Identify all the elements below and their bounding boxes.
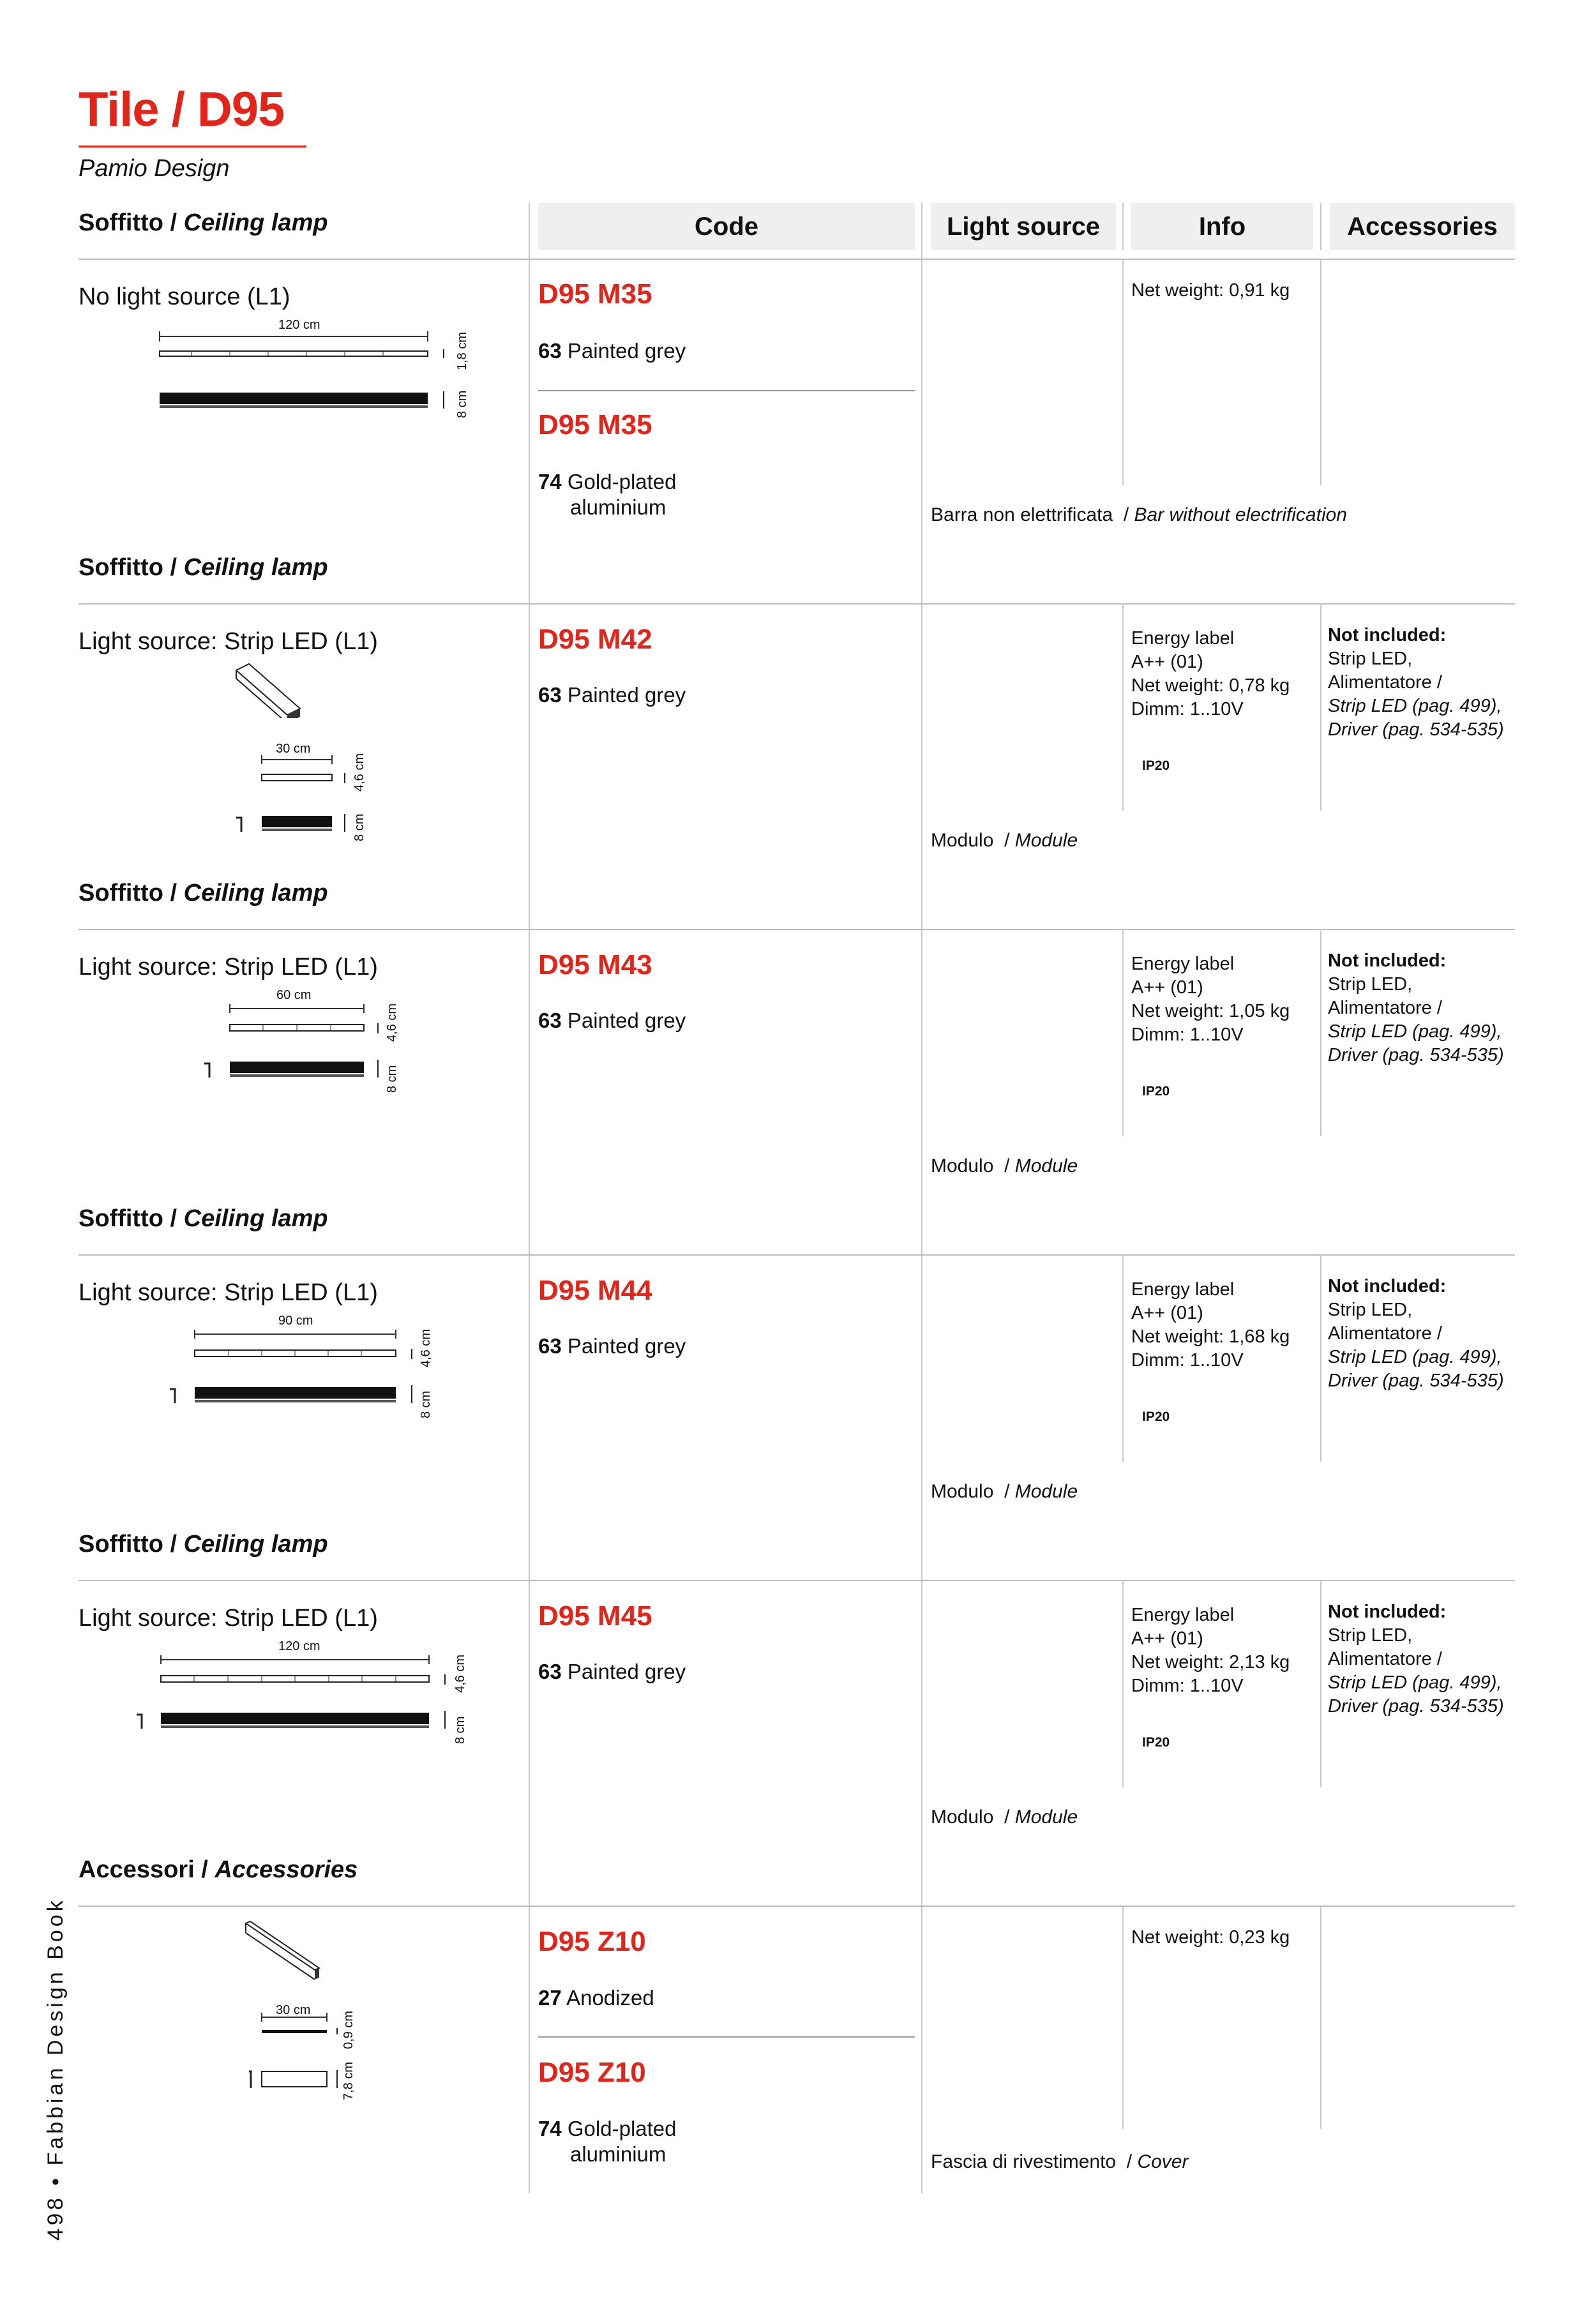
info-text: Energy label A++ (01) Net weight: 1,68 kg Dimm: 1..10V — [1131, 1279, 1290, 1371]
description: Modulo / Module — [931, 1481, 1078, 1502]
description: Fascia di rivestimento / Cover — [931, 2151, 1189, 2172]
finish: 63 Painted grey — [538, 339, 686, 363]
dim-length: 120 cm — [278, 1639, 320, 1653]
ip-rating: IP20 — [1142, 758, 1170, 773]
dim-length: 120 cm — [278, 318, 320, 332]
column-rule-1 — [529, 203, 530, 2193]
acc-rule — [1320, 259, 1321, 485]
row-rule — [79, 259, 1515, 260]
acc-rule — [1320, 929, 1321, 1136]
header-accessories: Accessories — [1330, 203, 1515, 250]
product-code: D95 M35 — [538, 409, 652, 440]
accessories-note: Not included: Strip LED, Alimentatore / Strip LED (pag. 499), Driver (pag. 534-535) — [1328, 950, 1504, 1065]
row-rule — [79, 1905, 1515, 1907]
title-underline — [79, 146, 306, 147]
acc-rule — [1320, 1254, 1321, 1462]
product-code: D95 M42 — [538, 624, 652, 655]
page-footer: 498 • Fabbian Design Book — [43, 1897, 68, 2241]
header-code: Code — [538, 203, 915, 250]
info-rule — [1122, 603, 1124, 811]
product-code: D95 M44 — [538, 1275, 652, 1306]
light-source-label: Light source: Strip LED (L1) — [79, 628, 378, 655]
dim-height: 4,6 cm — [453, 1654, 467, 1693]
accessories-note: Not included: Strip LED, Alimentatore / Strip LED (pag. 499), Driver (pag. 534-535) — [1328, 1602, 1504, 1717]
row-rule — [79, 603, 1515, 605]
product-drawing — [192, 993, 409, 1095]
product-3d-icon — [230, 661, 377, 718]
designer: Pamio Design — [79, 155, 230, 182]
finish: 74 Gold-plated aluminium — [538, 2117, 677, 2166]
dim-height: 4,6 cm — [352, 753, 366, 792]
product-drawing — [160, 1318, 440, 1420]
section-header-label: Soffitto / Ceiling lamp — [79, 209, 328, 236]
acc-rule — [1320, 603, 1321, 811]
section-label: Soffitto / Ceiling lamp — [79, 880, 328, 906]
row-rule — [79, 1580, 1515, 1581]
dim-depth: 8 cm — [352, 813, 366, 841]
description: Barra non elettrificata / Bar without electrification — [931, 504, 1347, 525]
dim-length: 60 cm — [276, 988, 312, 1002]
finish: 63 Painted grey — [538, 683, 686, 707]
row-rule — [79, 929, 1515, 930]
accessories-section-label: Accessori / Accessories — [79, 1856, 358, 1883]
code-separator — [538, 390, 915, 391]
section-label: Soffitto / Ceiling lamp — [79, 554, 328, 581]
description: Modulo / Module — [931, 1155, 1078, 1176]
header-light-source: Light source — [931, 203, 1116, 250]
page-title: Tile / D95 — [79, 82, 285, 137]
section-label: Soffitto / Ceiling lamp — [79, 1205, 328, 1232]
dim-length: 30 cm — [276, 742, 311, 756]
cover-3d-icon — [236, 1920, 364, 1990]
header-info: Info — [1131, 203, 1313, 250]
info-text: Net weight: 0,23 kg — [1131, 1927, 1290, 1948]
ip-rating: IP20 — [1142, 1084, 1170, 1099]
info-rule — [1122, 1254, 1124, 1462]
dim-length: 90 cm — [278, 1314, 313, 1328]
ip-rating: IP20 — [1142, 1735, 1170, 1750]
info-text: Net weight: 0,91 kg — [1131, 280, 1290, 301]
info-text: Energy label A++ (01) Net weight: 2,13 kg Dimm: 1..10V — [1131, 1605, 1290, 1696]
dim-depth: 8 cm — [453, 1716, 467, 1744]
dim-height: 1,8 cm — [455, 331, 469, 370]
row-rule — [79, 1254, 1515, 1256]
dim-height: 0,9 cm — [342, 2010, 356, 2049]
accessories-note: Not included: Strip LED, Alimentatore / Strip LED (pag. 499), Driver (pag. 534-535) — [1328, 625, 1504, 740]
dim-height: 4,6 cm — [385, 1003, 399, 1042]
column-rule-4 — [1320, 203, 1321, 250]
section-label: Soffitto / Ceiling lamp — [79, 1531, 328, 1558]
light-source-label: Light source: Strip LED (L1) — [79, 1279, 378, 1306]
product-code: D95 Z10 — [538, 2057, 646, 2088]
accessories-note: Not included: Strip LED, Alimentatore / Strip LED (pag. 499), Driver (pag. 534-535) — [1328, 1276, 1504, 1391]
acc-rule — [1320, 1905, 1321, 2129]
acc-rule — [1320, 1580, 1321, 1787]
finish: 74 Gold-plated aluminium — [538, 470, 677, 519]
dim-depth: 7,8 cm — [342, 2061, 356, 2100]
product-code: D95 M35 — [538, 278, 652, 310]
column-rule-2 — [921, 203, 922, 2193]
finish: 63 Painted grey — [538, 1009, 686, 1032]
dim-depth: 8 cm — [419, 1390, 433, 1418]
description: Modulo / Module — [931, 830, 1078, 851]
product-drawing — [153, 316, 492, 424]
light-source-label: Light source: Strip LED (L1) — [79, 1605, 378, 1632]
column-rule-3 — [1122, 203, 1124, 250]
finish: 27 Anodized — [538, 1986, 654, 2010]
description: Modulo / Module — [931, 1807, 1078, 1828]
ip-rating: IP20 — [1142, 1409, 1170, 1424]
dim-depth: 8 cm — [455, 390, 469, 418]
info-text: Energy label A++ (01) Net weight: 0,78 kg Dimm: 1..10V — [1131, 628, 1290, 719]
info-rule — [1122, 1905, 1124, 2129]
product-drawing — [128, 1644, 472, 1746]
dim-height: 4,6 cm — [419, 1328, 433, 1367]
dim-length: 30 cm — [276, 2003, 311, 2017]
info-text: Energy label A++ (01) Net weight: 1,05 kg Dimm: 1..10V — [1131, 954, 1290, 1045]
info-rule — [1122, 1580, 1124, 1787]
dim-depth: 8 cm — [385, 1065, 399, 1093]
product-code: D95 M45 — [538, 1600, 652, 1632]
light-source-label: Light source: Strip LED (L1) — [79, 954, 378, 980]
code-separator — [538, 2036, 915, 2038]
info-rule — [1122, 259, 1124, 485]
finish: 63 Painted grey — [538, 1334, 686, 1358]
product-code: D95 Z10 — [538, 1926, 646, 1957]
info-rule — [1122, 929, 1124, 1136]
product-code: D95 M43 — [538, 949, 652, 980]
light-source-label: No light source (L1) — [79, 283, 290, 310]
finish: 63 Painted grey — [538, 1660, 686, 1683]
